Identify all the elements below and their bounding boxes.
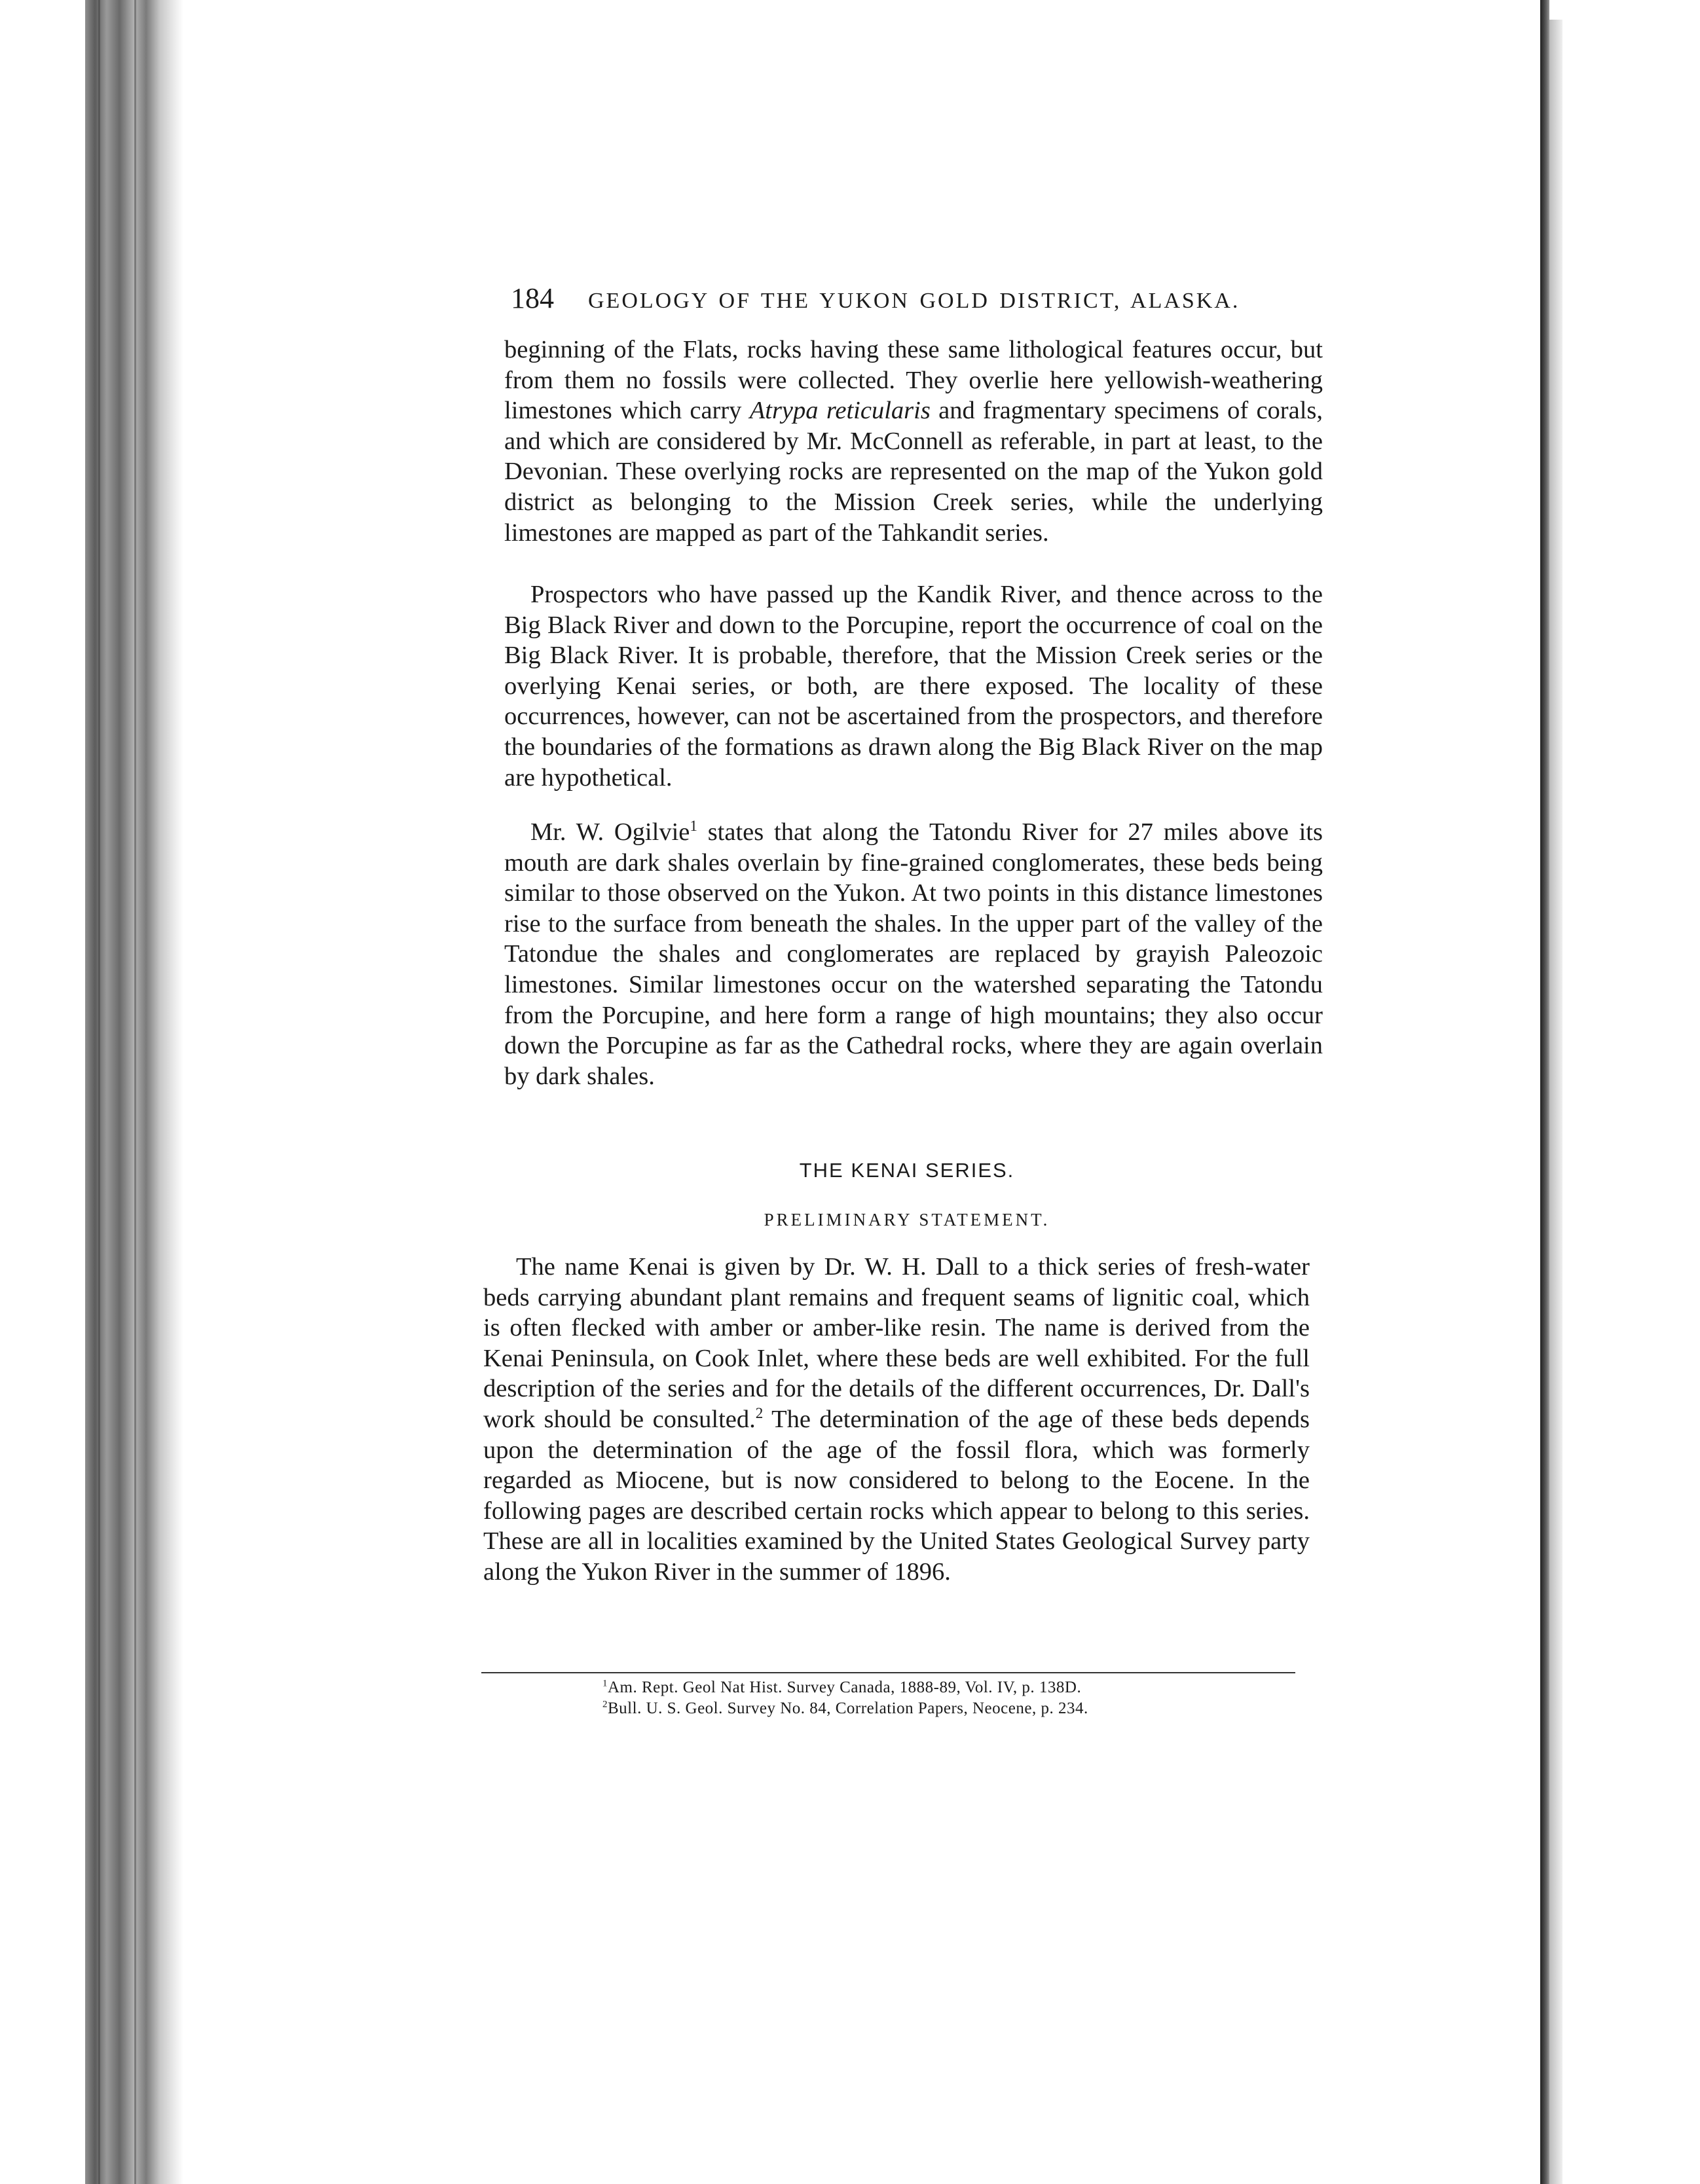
- species-name: Atrypa reticularis: [749, 397, 931, 425]
- paragraph-text: and fragmentary specimens of corals, and which are considered by Mr. McConnell as referable, in part at least, to the Devonian. These overlying rocks are represented on the map of the Yukon gold district as belonging to the Mission Creek series, while the underlying limestones are mapped as part of the Tahkandit series.: [504, 397, 1323, 547]
- facing-page-margin: [1549, 20, 1562, 2184]
- footnote-marker: 2: [602, 1699, 608, 1710]
- paragraph-prospectors: [504, 579, 1323, 793]
- paragraph-kenai: [483, 1252, 1310, 1588]
- footnote-marker: 1: [602, 1678, 608, 1689]
- footnote-2: [602, 1698, 1088, 1719]
- footnote-1: [602, 1677, 1088, 1698]
- paragraph-text: The name Kenai is given by Dr. W. H. Dall to a thick series of fresh-water beds carrying abundant plant remains and frequent seams of lignitic coal, which is often flecked with amber or amber-like resin. The name is derived from the Kenai Peninsula, on Cook Inlet, where these beds are well exhibited. For the full description of the series and for the details of the different occurrences, Dr. Dall's work should be consulted.: [483, 1253, 1310, 1433]
- running-header: [511, 282, 1244, 315]
- binding-shadow-line: [98, 0, 100, 2184]
- page-number: 184: [511, 282, 554, 314]
- paragraph-flats: [504, 335, 1323, 548]
- footnote-reference: 1: [690, 817, 697, 835]
- facing-page-edge: [1540, 0, 1549, 2184]
- paragraph-text: Prospectors who have passed up the Kandik River, and thence across to the Big Black River and down to the Porcupine, report the occurrence of coal on the Big Black River. It is probable, therefore, that the Mission Creek series or the overlying Kenai series, or both, are there exposed. The locality of these occurrences, however, can not be ascertained from the prospectors, and therefore the boundaries of the formations as drawn along the Big Black River on the map are hypothetical.: [504, 581, 1323, 792]
- footnote-text: Am. Rept. Geol Nat Hist. Survey Canada, 1888-89, Vol. IV, p. 138D.: [608, 1679, 1082, 1696]
- footnote-reference: 2: [755, 1404, 764, 1422]
- paragraph-text: states that along the Tatondu River for 27 miles above its mouth are dark shales overlain by fine-grained conglomerates, these beds being similar to those observed on the Yukon. At two points in this distance limestones rise to the surface from beneath the shales. In the upper part of the valley of the Tatondue the shales and conglomerates are replaced by grayish Paleozoic limestones. Similar limestones occur on the watershed separating the Tatondu from the Porcupine, and here form a range of high mountains; they also occur down the Porcupine as far as the Cathedral rocks, where they are again overlain by dark shales.: [504, 818, 1323, 1090]
- paragraph-ogilvie: [504, 817, 1323, 1091]
- subsection-heading: PRELIMINARY STATEMENT.: [764, 1210, 1050, 1229]
- footnote-text: Bull. U. S. Geol. Survey No. 84, Correlation Papers, Neocene, p. 234.: [608, 1700, 1088, 1717]
- footnotes: [602, 1677, 1088, 1719]
- paragraph-text: The determination of the age of these beds depends upon the determination of the age of the fossil flora, which was formerly regarded as Miocene, but is now considered to belong to the Eocene. In the following pages are described certain rocks which appear to belong to this series. These are all in localities examined by the United States Geological Survey party along the Yukon River in the summer of 1896.: [483, 1405, 1310, 1586]
- binding-shadow-line: [134, 0, 136, 2184]
- footnote-divider: [481, 1672, 1295, 1673]
- section-heading: THE KENAI SERIES.: [799, 1159, 1015, 1182]
- paragraph-text: beginning of the Flats, rocks having these same lithological features occur, but from them no fossils were collected. They overlie here yellowish-weathering limestones which carry: [504, 336, 1323, 425]
- running-title: GEOLOGY OF THE YUKON GOLD DISTRICT, ALASKA.: [588, 289, 1240, 313]
- paragraph-text: Mr. W. Ogilvie: [530, 818, 690, 846]
